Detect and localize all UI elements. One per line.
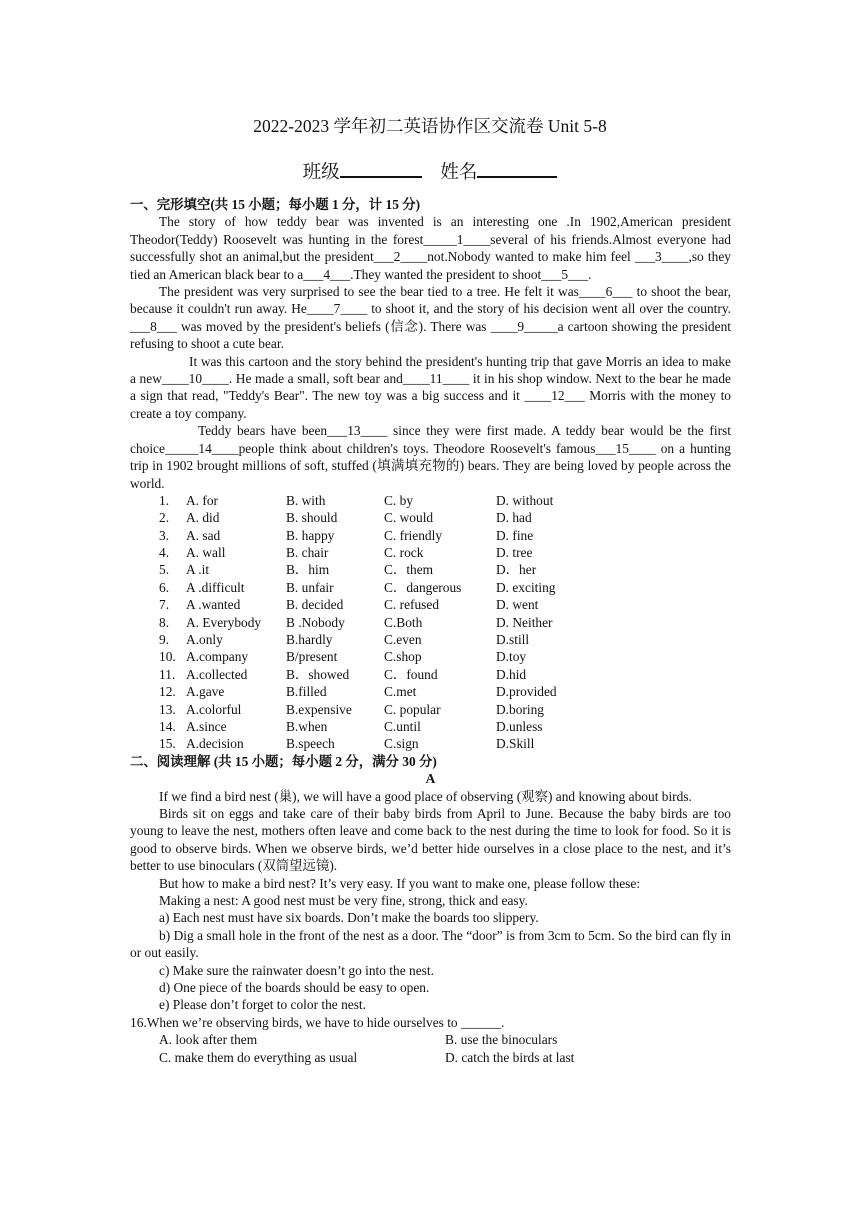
question-number: 6. — [159, 579, 170, 595]
option-b[interactable]: B.when — [286, 718, 328, 734]
cloze-option-row — [130, 718, 731, 735]
reading-paragraph-1: If we find a bird nest (巢), we will have a good place of observing (观察) and knowing about birds. — [159, 788, 692, 804]
reading-paragraph-9: e) Please don’t forget to color the nest. — [159, 997, 367, 1013]
option-a[interactable]: A.since — [186, 718, 227, 734]
option-b[interactable]: B.expensive — [286, 701, 352, 717]
option-a[interactable]: A.gave — [186, 684, 225, 700]
cloze-options — [130, 492, 731, 753]
question-number: 9. — [159, 632, 170, 648]
option-b[interactable]: B. should — [286, 510, 338, 526]
question-number: 2. — [159, 510, 170, 526]
cloze-paragraph-4: Teddy bears have been___13____ since they were first made. A teddy bear would be the first choice_____14____people think about children's toys. Theodore Roosevelt's famous___15____ on a hunting trip in 1902 brought millions of soft, stuffed (填满填充物的) bears. They are being loved by people across the world. — [130, 423, 731, 491]
cloze-option-row — [130, 579, 731, 596]
option-b[interactable]: B.hardly — [286, 632, 333, 648]
option-d[interactable]: D. Neither — [496, 614, 553, 630]
cloze-paragraph-1: The story of how teddy bear was invented is an interesting one .In 1902,American president Theodor(Teddy) Roosevelt was hunting in the forest_____1____several of his friends.Almost everyone had successfully shot an animal,but the president___2____not.Nobody wanted to make him feel ___3____,so they tied an American black bear to a___4___.They wanted the president to shoot___5___. — [130, 214, 731, 282]
question-16-option-b[interactable]: B. use the binoculars — [445, 1032, 558, 1048]
option-d[interactable]: D. without — [496, 492, 554, 508]
name-label: 姓名 — [440, 163, 478, 183]
question-number: 12. — [159, 684, 176, 700]
option-b[interactable]: B. unfair — [286, 579, 334, 595]
name-blank[interactable] — [477, 160, 557, 178]
option-c[interactable]: C.met — [384, 684, 417, 700]
option-c[interactable]: C.shop — [384, 649, 422, 665]
option-b[interactable]: B. with — [286, 492, 326, 508]
section1-heading: 一、完形填空(共 15 小题；每小题 1 分，计 15 分) — [130, 197, 421, 212]
option-d[interactable]: D.hid — [496, 666, 527, 682]
option-d[interactable]: D.Skill — [496, 736, 535, 752]
reading-paragraph-3: But how to make a bird nest? It’s very easy. If you want to make one, please follow these: — [159, 875, 641, 891]
option-c[interactable]: C. would — [384, 510, 434, 526]
option-a[interactable]: A. for — [186, 492, 218, 508]
option-d[interactable]: D.boring — [496, 701, 544, 717]
passage-label: A — [425, 771, 436, 787]
question-number: 3. — [159, 527, 170, 543]
page-title: 2022-2023 学年初二英语协作区交流卷 Unit 5-8 — [253, 116, 607, 136]
question-16-option-d[interactable]: D. catch the birds at last — [445, 1049, 575, 1065]
question-number: 4. — [159, 545, 170, 561]
option-c[interactable]: C. rock — [384, 545, 424, 561]
option-d[interactable]: D. fine — [496, 527, 534, 543]
option-d[interactable]: D．her — [496, 562, 537, 578]
cloze-paragraph-3: It was this cartoon and the story behind the president's hunting trip that gave Morris an idea to make a new____10____. He made a small, soft bear and____11____ it in his shop window. Next to the bear he made a sign that read, "Teddy's Bear". The new toy was a big success and it ____12___ Morris with the money to create a toy company. — [130, 353, 731, 421]
cloze-option-row — [130, 527, 731, 544]
option-b[interactable]: B．him — [286, 562, 330, 578]
question-number: 11. — [159, 666, 176, 682]
option-a[interactable]: A.only — [186, 632, 223, 648]
option-a[interactable]: A.company — [186, 649, 249, 665]
question-16-option-c[interactable]: C. make them do everything as usual — [159, 1049, 358, 1065]
option-d[interactable]: D. exciting — [496, 579, 556, 595]
reading-paragraph-7: c) Make sure the rainwater doesn’t go into the nest. — [159, 962, 434, 978]
question-number: 7. — [159, 597, 170, 613]
option-a[interactable]: A. did — [186, 510, 220, 526]
reading-paragraph-2: Birds sit on eggs and take care of their baby birds from April to June. Because the baby birds are too young to leave the nest, mothers often leave and come back to the nest during the time to look for food. So it is good to observe birds. When we observe birds, we’d better hide ourselves in a close place to the nest, and it’s better to use binoculars (双筒望远镜). — [130, 805, 731, 874]
cloze-option-row — [130, 735, 731, 752]
option-a[interactable]: A .wanted — [186, 597, 241, 613]
cloze-option-row — [130, 492, 731, 509]
option-c[interactable]: C.sign — [384, 736, 419, 752]
reading-paragraph-4: Making a nest: A good nest must be very fine, strong, thick and easy. — [159, 893, 528, 909]
cloze-option-row — [130, 509, 731, 526]
option-c[interactable]: C.until — [384, 718, 421, 734]
option-d[interactable]: D.still — [496, 632, 530, 648]
option-d[interactable]: D. tree — [496, 545, 533, 561]
cloze-paragraph-2: The president was very surprised to see the bear tied to a tree. He felt it was____6___ to shoot the bear, because it couldn't run away. He____7____ to shoot it, and the story of his decision went all over the country. ___8___ was moved by the president's beliefs (信念). There was ____9_____a cartoon showing the president refusing to shoot a cute bear. — [130, 284, 731, 352]
question-number: 14. — [159, 718, 176, 734]
question-16-stem: 16.When we’re observing birds, we have to hide ourselves to ______. — [130, 1014, 505, 1030]
class-blank[interactable] — [340, 160, 422, 178]
option-a[interactable]: A.colorful — [186, 701, 242, 717]
option-c[interactable]: C．found — [384, 666, 438, 682]
option-a[interactable]: A.collected — [186, 666, 248, 682]
question-number: 1. — [159, 492, 170, 508]
section2-heading: 二、阅读理解 (共 15 小题；每小题 2 分，满分 30 分) — [130, 753, 437, 769]
option-c[interactable]: C.even — [384, 632, 422, 648]
option-d[interactable]: D.unless — [496, 718, 543, 734]
class-name-line — [0, 160, 860, 182]
cloze-option-row — [130, 666, 731, 683]
option-d[interactable]: D.toy — [496, 649, 527, 665]
option-b[interactable]: B.filled — [286, 684, 327, 700]
option-b[interactable]: B. chair — [286, 545, 329, 561]
option-c[interactable]: C．them — [384, 562, 434, 578]
cloze-option-row — [130, 614, 731, 631]
option-d[interactable]: D. had — [496, 510, 532, 526]
option-c[interactable]: C. popular — [384, 701, 441, 717]
cloze-option-row — [130, 648, 731, 665]
reading-paragraph-8: d) One piece of the boards should be easy to open. — [159, 980, 430, 996]
option-d[interactable]: D.provided — [496, 684, 557, 700]
option-c[interactable]: C. friendly — [384, 527, 443, 543]
option-a[interactable]: A.decision — [186, 736, 244, 752]
cloze-option-row — [130, 544, 731, 561]
reading-paragraph-6: b) Dig a small hole in the front of the nest as a door. The “door” is from 3cm to 5cm. So the bird can fly in or out easily. — [130, 927, 731, 961]
question-number: 10. — [159, 649, 176, 665]
option-a[interactable]: A. sad — [186, 527, 221, 543]
option-a[interactable]: A .it — [186, 562, 210, 578]
option-b[interactable]: B .Nobody — [286, 614, 345, 630]
option-b[interactable]: B. decided — [286, 597, 344, 613]
question-number: 8. — [159, 614, 170, 630]
cloze-option-row — [130, 701, 731, 718]
option-c[interactable]: C．dangerous — [384, 579, 462, 595]
option-b[interactable]: B．showed — [286, 666, 350, 682]
option-b[interactable]: B. happy — [286, 527, 335, 543]
cloze-option-row — [130, 596, 731, 613]
cloze-option-row — [130, 683, 731, 700]
option-d[interactable]: D. went — [496, 597, 539, 613]
option-c[interactable]: C.Both — [384, 614, 423, 630]
cloze-option-row — [130, 631, 731, 648]
cloze-option-row — [130, 561, 731, 578]
class-label: 班级 — [302, 163, 340, 183]
option-b[interactable]: B/present — [286, 649, 338, 665]
option-c[interactable]: C. by — [384, 492, 414, 508]
option-a[interactable]: A .difficult — [186, 579, 245, 595]
question-number: 5. — [159, 562, 170, 578]
option-a[interactable]: A. Everybody — [186, 614, 262, 630]
question-number: 13. — [159, 701, 176, 717]
question-16-option-a[interactable]: A. look after them — [159, 1032, 258, 1048]
question-16-options-row-2 — [130, 1049, 731, 1066]
option-a[interactable]: A. wall — [186, 545, 226, 561]
question-16-options-row-1 — [130, 1031, 731, 1048]
reading-paragraph-5: a) Each nest must have six boards. Don’t make the boards too slippery. — [159, 910, 539, 926]
question-number: 15. — [159, 736, 176, 752]
option-b[interactable]: B.speech — [286, 736, 335, 752]
option-c[interactable]: C. refused — [384, 597, 440, 613]
exam-content — [130, 196, 731, 1066]
